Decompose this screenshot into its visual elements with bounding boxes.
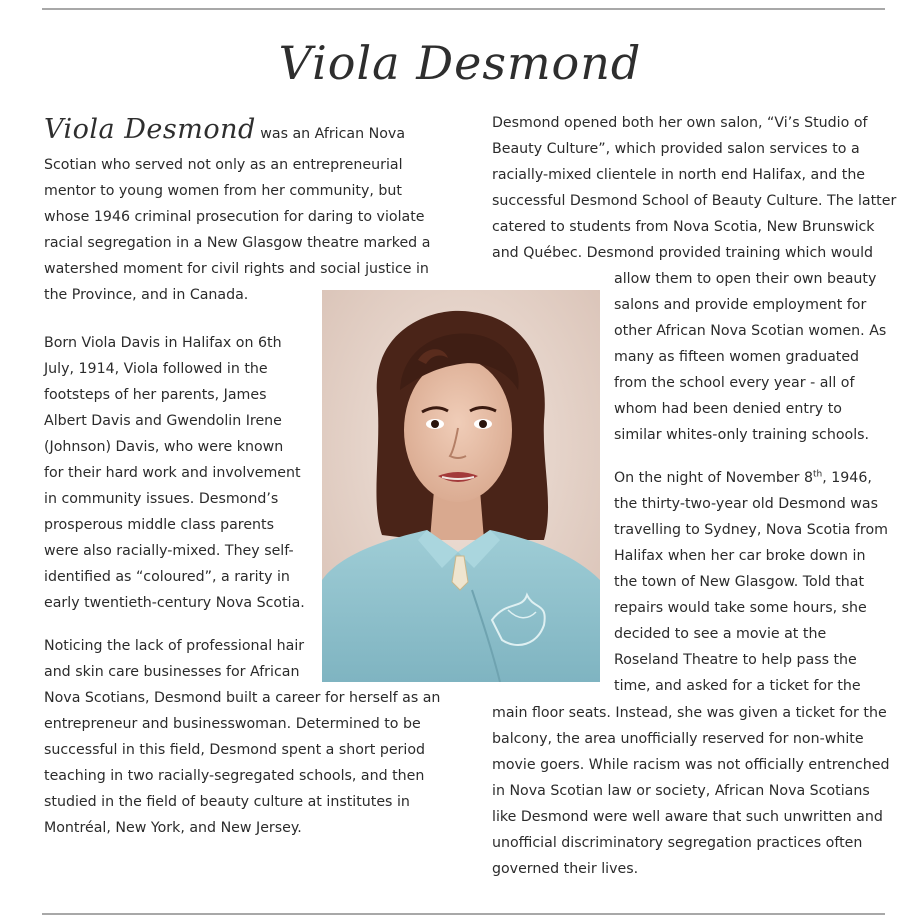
text-line: and skin care businesses for African	[44, 664, 300, 680]
text-line: Noticing the lack of professional hair	[44, 638, 305, 654]
text-line: unofficial discriminatory segregation practices often	[492, 835, 863, 851]
text-line: Albert Davis and Gwendolin Irene	[44, 413, 282, 429]
salon-paragraph	[492, 110, 896, 266]
text-line: other African Nova Scotian women. As	[614, 323, 887, 339]
portrait-illustration	[322, 290, 600, 682]
text-line: July, 1914, Viola followed in the	[44, 361, 268, 377]
text-line: like Desmond were well aware that such unwritten and	[492, 809, 883, 825]
text-line: balcony, the area unofficially reserved for non-white	[492, 731, 864, 747]
portrait-photo	[322, 290, 600, 682]
text-line: Born Viola Davis in Halifax on 6th	[44, 335, 282, 351]
text-line: movie goers. While racism was not officially entrenched	[492, 757, 890, 773]
text-line: racial segregation in a New Glasgow theatre marked a	[44, 235, 431, 251]
text-line: time, and asked for a ticket for the	[614, 678, 861, 694]
text-line: teaching in two racially-segregated schools, and then	[44, 768, 425, 784]
text-line	[614, 465, 888, 491]
text-line: from the school every year - all of	[614, 375, 855, 391]
text-line: entrepreneur and businesswoman. Determined to be	[44, 716, 421, 732]
text-line: decided to see a movie at the	[614, 626, 827, 642]
text-line: Desmond opened both her own salon, “Vi’s Studio of	[492, 115, 868, 131]
text-line: salons and provide employment for	[614, 297, 867, 313]
lead-rest: was an African Nova	[260, 126, 406, 142]
text-line: footsteps of her parents, James	[44, 387, 267, 403]
text-line: whose 1946 criminal prosecution for daring to violate	[44, 209, 425, 225]
night-date-prefix: On the night of November 8	[614, 470, 813, 486]
text-line: travelling to Sydney, Nova Scotia from	[614, 522, 888, 538]
top-rule	[42, 8, 885, 10]
text-line: were also racially-mixed. They self-	[44, 543, 294, 559]
night-date-superscript: th	[813, 469, 823, 480]
text-line: early twentieth-century Nova Scotia.	[44, 595, 305, 611]
text-line: governed their lives.	[492, 861, 639, 877]
night-date-suffix: , 1946,	[822, 470, 872, 486]
text-line: many as fifteen women graduated	[614, 349, 860, 365]
salon-paragraph-continued	[614, 266, 886, 448]
page-title: Viola Desmond	[278, 36, 642, 90]
text-line: catered to students from Nova Scotia, New Brunswick	[492, 219, 875, 235]
text-line: the thirty-two-year old Desmond was	[614, 496, 878, 512]
text-line: Montréal, New York, and New Jersey.	[44, 820, 302, 836]
text-line: similar whites-only training schools.	[614, 427, 870, 443]
text-line: main floor seats. Instead, she was given a ticket for the	[492, 705, 887, 721]
born-paragraph	[44, 330, 305, 616]
text-line: successful in this field, Desmond spent a short period	[44, 742, 426, 758]
night-paragraph-continued	[492, 700, 890, 882]
text-line: Nova Scotians, Desmond built a career for herself as an	[44, 690, 441, 706]
text-line: the town of New Glasgow. Told that	[614, 574, 865, 590]
text-line: identified as “coloured”, a rarity in	[44, 569, 290, 585]
text-line: whom had been denied entry to	[614, 401, 842, 417]
text-line: racially-mixed clientele in north end Halifax, and the	[492, 167, 866, 183]
bottom-rule	[42, 913, 885, 915]
text-line: Beauty Culture”, which provided salon services to a	[492, 141, 860, 157]
text-line: watershed moment for civil rights and social justice in	[44, 261, 429, 277]
text-line: successful Desmond School of Beauty Culture. The latter	[492, 193, 897, 209]
text-line: and Québec. Desmond provided training which would	[492, 245, 874, 261]
text-line: the Province, and in Canada.	[44, 287, 249, 303]
text-line: repairs would take some hours, she	[614, 600, 867, 616]
text-line: (Johnson) Davis, who were known	[44, 439, 284, 455]
lead-name: Viola Desmond	[44, 114, 256, 145]
text-line: Halifax when her car broke down in	[614, 548, 866, 564]
text-line: in Nova Scotian law or society, African Nova Scotians	[492, 783, 870, 799]
text-line: mentor to young women from her community, but	[44, 183, 402, 199]
text-line: Roseland Theatre to help pass the	[614, 652, 857, 668]
text-line: for their hard work and involvement	[44, 465, 301, 481]
text-line: studied in the field of beauty culture at institutes in	[44, 794, 410, 810]
intro-lead-line	[44, 112, 430, 152]
text-line: allow them to open their own beauty	[614, 271, 877, 287]
text-line: prosperous middle class parents	[44, 517, 275, 533]
text-line: Scotian who served not only as an entrepreneurial	[44, 157, 403, 173]
night-paragraph	[614, 465, 888, 699]
text-line: in community issues. Desmond’s	[44, 491, 279, 507]
intro-paragraph	[44, 112, 430, 308]
